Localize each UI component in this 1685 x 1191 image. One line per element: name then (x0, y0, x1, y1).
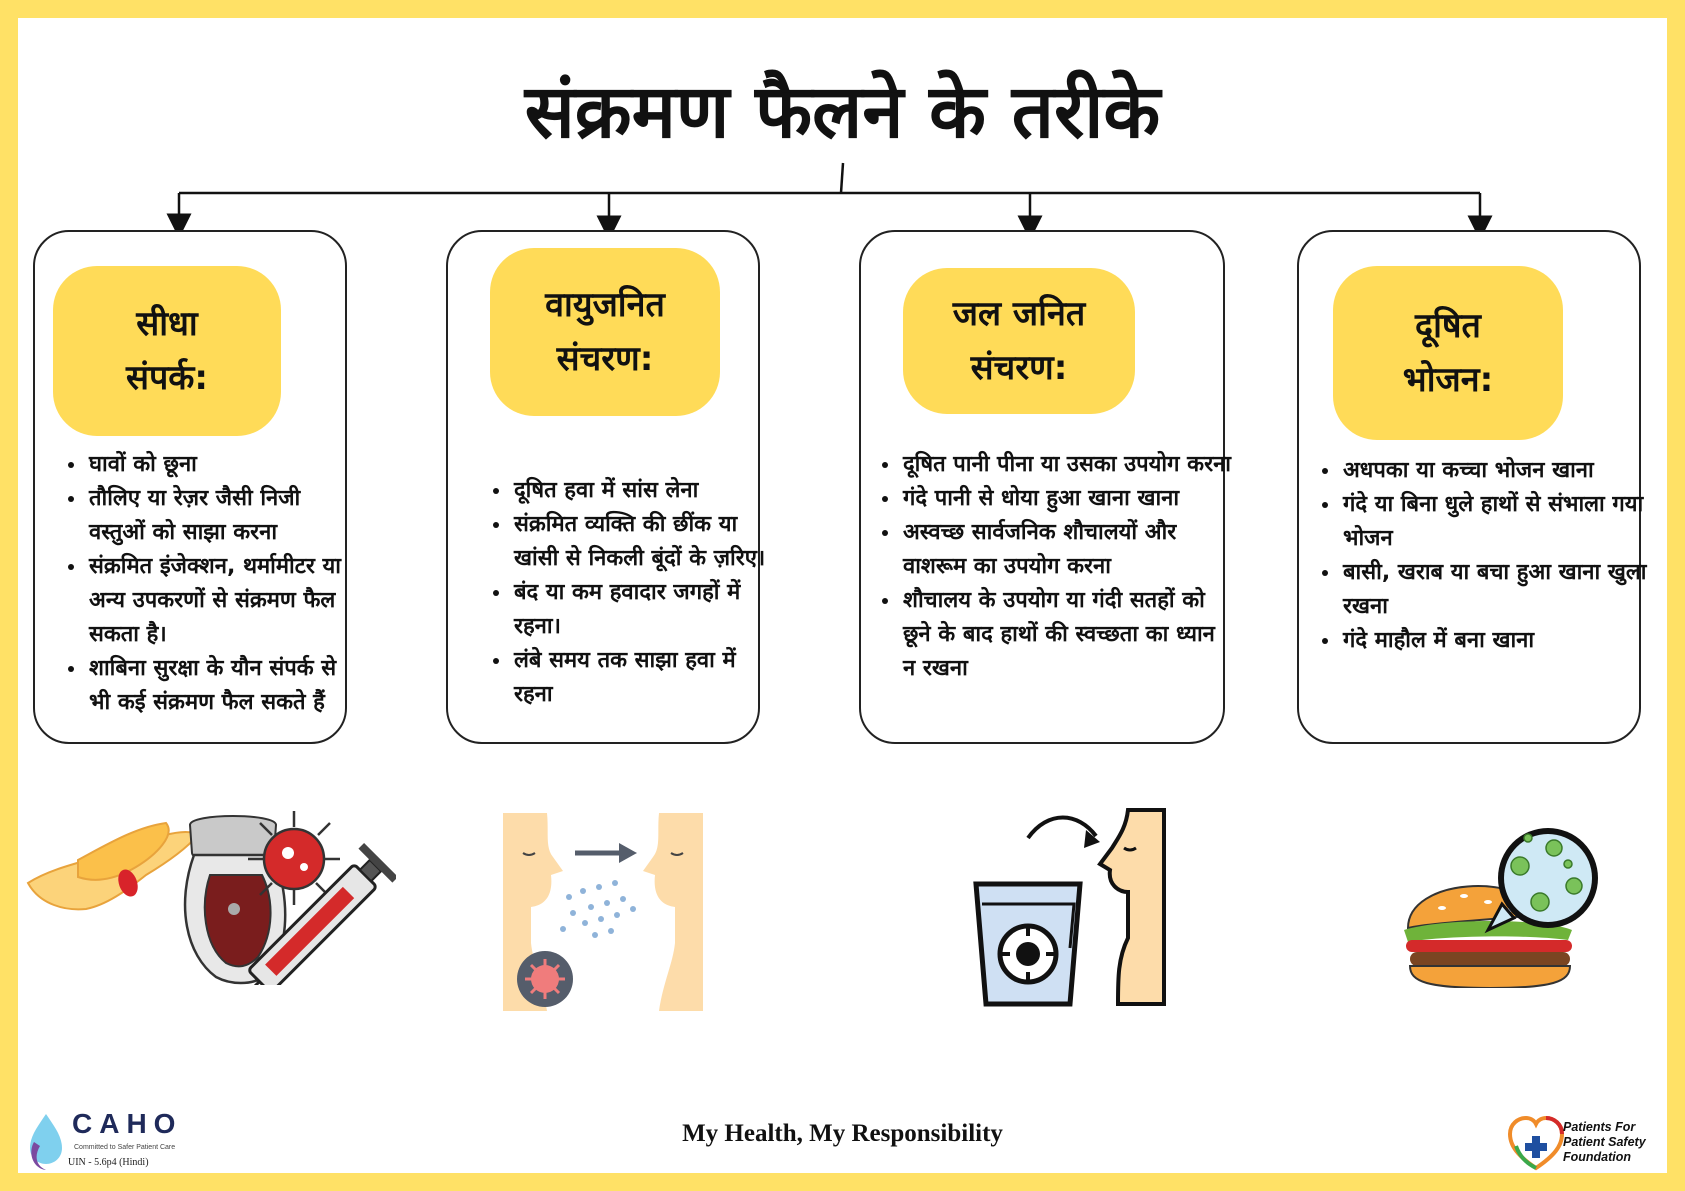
card-list (61, 448, 357, 720)
card-list (486, 474, 774, 712)
list-item: • गंदे पानी से धोया हुआ खाना खाना (901, 482, 1231, 516)
pfps-line-1: Patients For (1563, 1120, 1636, 1134)
uin-code: UIN - 5.6p4 (Hindi) (68, 1157, 149, 1168)
pfps-line-3: Foundation (1563, 1150, 1632, 1164)
list-item: • शौचालय के उपयोग या गंदी सतहों को छूने के बाद हाथों की स्वच्छता का ध्यान न रखना (901, 584, 1231, 686)
pfps-name (1563, 1120, 1673, 1165)
heading-line-2: संचरण: (556, 339, 654, 379)
pfps-line-2: Patient Safety (1563, 1135, 1646, 1149)
list-item: • अधपका या कच्चा भोजन खाना (1341, 454, 1659, 488)
list-item: • घावों को छूना (87, 448, 357, 482)
caho-tagline: Committed to Safer Patient Care (74, 1144, 176, 1151)
caho-logo-icon (26, 1112, 72, 1172)
card-heading (490, 248, 720, 416)
card-list (1315, 454, 1659, 658)
list-item: • बासी, खराब या बचा हुआ खाना खुला रखना (1341, 556, 1659, 624)
water-glass-drinking-icon (968, 808, 1168, 1008)
card-heading (1333, 266, 1563, 440)
list-item: • अस्वच्छ सार्वजनिक शौचालयों और वाशरूम का उपयोग करना (901, 516, 1231, 584)
airborne-droplets-icon (503, 813, 703, 1011)
list-item: • संक्रमित व्यक्ति की छींक या खांसी से निकली बूंदों के ज़रिए। (512, 508, 774, 576)
pfps-heart-logo-icon (1508, 1116, 1564, 1172)
list-item: • गंदे या बिना धुले हाथों से संभाला गया भोजन (1341, 488, 1659, 556)
poster-title: संक्रमण फैलने के तरीके (524, 69, 1161, 155)
trunk-line (841, 163, 843, 193)
heading-line-1: जल जनित (952, 294, 1086, 334)
card-airborne (446, 230, 766, 744)
list-item: • बंद या कम हवादार जगहों में रहना। (512, 576, 774, 644)
card-heading (53, 266, 281, 436)
card-heading (903, 268, 1135, 414)
card-direct-contact (33, 230, 347, 744)
heading-line-1: दूषित (1415, 306, 1481, 346)
caho-name: CAHO (72, 1108, 183, 1139)
card-list (875, 448, 1231, 686)
list-item: • संक्रमित इंजेक्शन, थर्मामीटर या अन्य उपकरणों से संक्रमण फैल सकता है। (87, 550, 357, 652)
heading-line-2: संपर्क: (125, 358, 208, 398)
list-item: • गंदे माहौल में बना खाना (1341, 624, 1659, 658)
heading-line-2: संचरण: (970, 348, 1068, 388)
list-item: • लंबे समय तक साझा हवा में रहना (512, 644, 774, 712)
card-contaminated-food (1297, 230, 1647, 744)
card-waterborne (859, 230, 1231, 744)
heading-line-2: भोजन: (1402, 360, 1494, 400)
heading-line-1: सीधा (136, 304, 198, 344)
wound-razor-syringe-icon (26, 805, 396, 985)
heading-line-1: वायुजनित (545, 285, 665, 325)
contaminated-burger-icon (1402, 818, 1602, 988)
list-item: • शाबिना सुरक्षा के यौन संपर्क से भी कई संक्रमण फैल सकते हैं (87, 652, 357, 720)
list-item: • दूषित हवा में सांस लेना (512, 474, 774, 508)
list-item: • दूषित पानी पीना या उसका उपयोग करना (901, 448, 1231, 482)
list-item: • तौलिए या रेज़र जैसी निजी वस्तुओं को साझा करना (87, 482, 357, 550)
footer-slogan: My Health, My Responsibility (682, 1120, 1003, 1147)
